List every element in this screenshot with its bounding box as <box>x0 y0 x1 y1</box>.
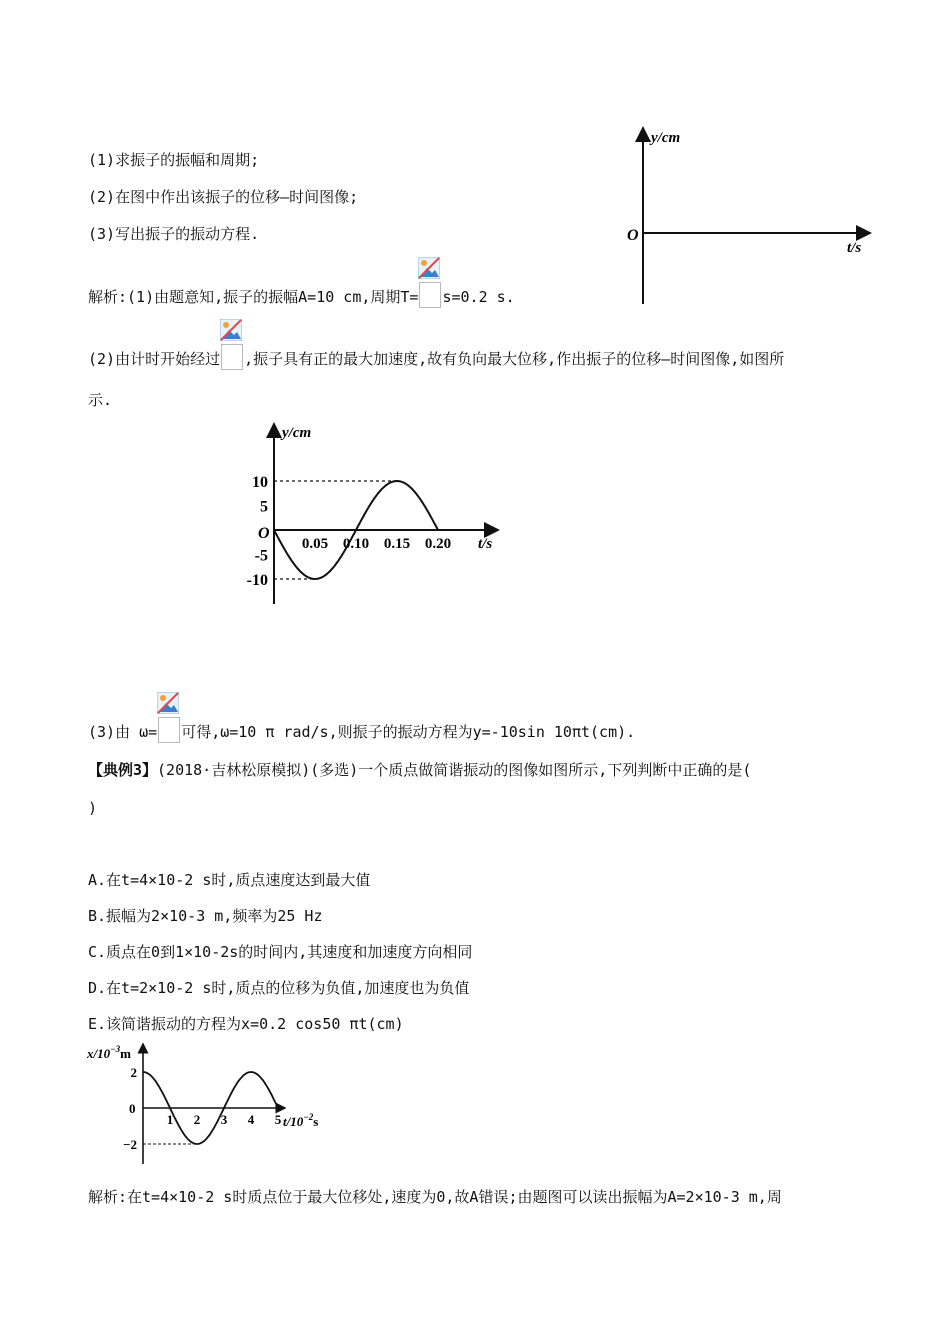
question-3: (3)写出振子的振动方程. <box>88 225 260 243</box>
y-tick-label: 5 <box>260 498 268 516</box>
question-2: (2)在图中作出该振子的位移—时间图像; <box>88 188 359 206</box>
x-axis-label: $t/10^{-2}s$ <box>283 1112 319 1129</box>
solution-part-1 <box>88 282 515 308</box>
option-d: D.在t=2×10-2 s时,质点的位移为负值,加速度也为负值 <box>88 979 470 997</box>
y-axis-label: y/cm <box>651 130 681 146</box>
x-tick-label: 0.05 <box>301 536 329 552</box>
x-tick-label: 1 <box>166 1112 174 1127</box>
displacement-time-graph <box>232 418 522 608</box>
option-e: E.该简谐振动的方程为x=0.2 cos50 πt(cm) <box>88 1015 404 1033</box>
x-tick-label: 0.15 <box>383 536 411 552</box>
oscillation-graph <box>85 1040 345 1170</box>
y-tick-label: −2 <box>123 1137 137 1152</box>
solution-2-text-b: ,振子具有正的最大加速度,故有负向最大位移,作出振子的位移—时间图像,如图所 <box>244 350 785 368</box>
x-tick-label: 4 <box>247 1112 255 1127</box>
origin-label: O <box>627 227 639 244</box>
origin-label: 0 <box>129 1101 136 1116</box>
y-axis-label: $x/10^{-3}m$ <box>87 1044 131 1061</box>
blank-axes-graph <box>615 122 875 312</box>
broken-image-icon <box>157 692 179 714</box>
analysis-text: 解析:在t=4×10-2 s时质点位于最大位移处,速度为0,故A错误;由题图可以读出振幅为A=2×10-3 m,周 <box>88 1188 782 1206</box>
example-stem <box>88 760 751 780</box>
x-tick-label: 2 <box>193 1112 201 1127</box>
option-a: A.在t=4×10-2 s时,质点速度达到最大值 <box>88 871 371 889</box>
solution-3-text-a: (3)由 ω= <box>88 723 158 741</box>
x-axis-label: t/s <box>847 240 862 256</box>
example-stem-text: (2018·吉林松原模拟)(多选)一个质点做简谐振动的图像如图所示,下列判断中正确的是( <box>157 761 752 779</box>
x-axis-label: t/s <box>478 536 493 552</box>
y-tick-label: -5 <box>254 547 268 565</box>
solution-part-2 <box>88 344 784 370</box>
formula-image-placeholder <box>419 282 441 308</box>
y-axis-label: y/cm <box>282 425 312 441</box>
y-tick-label: -10 <box>246 572 268 589</box>
example-close-paren: ) <box>88 799 98 817</box>
broken-image-icon <box>220 319 242 341</box>
question-1: (1)求振子的振幅和周期; <box>88 151 260 169</box>
option-b: B.振幅为2×10-3 m,频率为25 Hz <box>88 907 323 925</box>
y-tick-label: 2 <box>130 1065 137 1080</box>
example-tag: 【典例3】 <box>88 761 158 779</box>
formula-image-placeholder <box>221 344 243 370</box>
formula-image-placeholder <box>158 717 180 743</box>
solution-1-text-a: 解析:(1)由题意知,振子的振幅A=10 cm,周期T= <box>88 288 419 306</box>
solution-3-text-b: 可得,ω=10 π rad/s,则振子的振动方程为y=-10sin 10πt(cm). <box>181 723 636 741</box>
solution-2-text-a: (2)由计时开始经过 <box>88 350 221 368</box>
solution-2-continuation: 示. <box>88 391 113 409</box>
x-tick-label: 5 <box>274 1112 282 1127</box>
x-tick-label: 0.10 <box>342 536 370 552</box>
solution-1-text-b: s=0.2 s. <box>442 288 515 306</box>
y-tick-label: 10 <box>252 474 268 491</box>
broken-image-icon <box>418 257 440 279</box>
option-c: C.质点在0到1×10-2s的时间内,其速度和加速度方向相同 <box>88 943 473 961</box>
solution-part-3 <box>88 717 635 743</box>
x-tick-label: 0.20 <box>424 536 452 552</box>
x-tick-label: 3 <box>220 1112 228 1127</box>
origin-label: O <box>258 525 270 542</box>
